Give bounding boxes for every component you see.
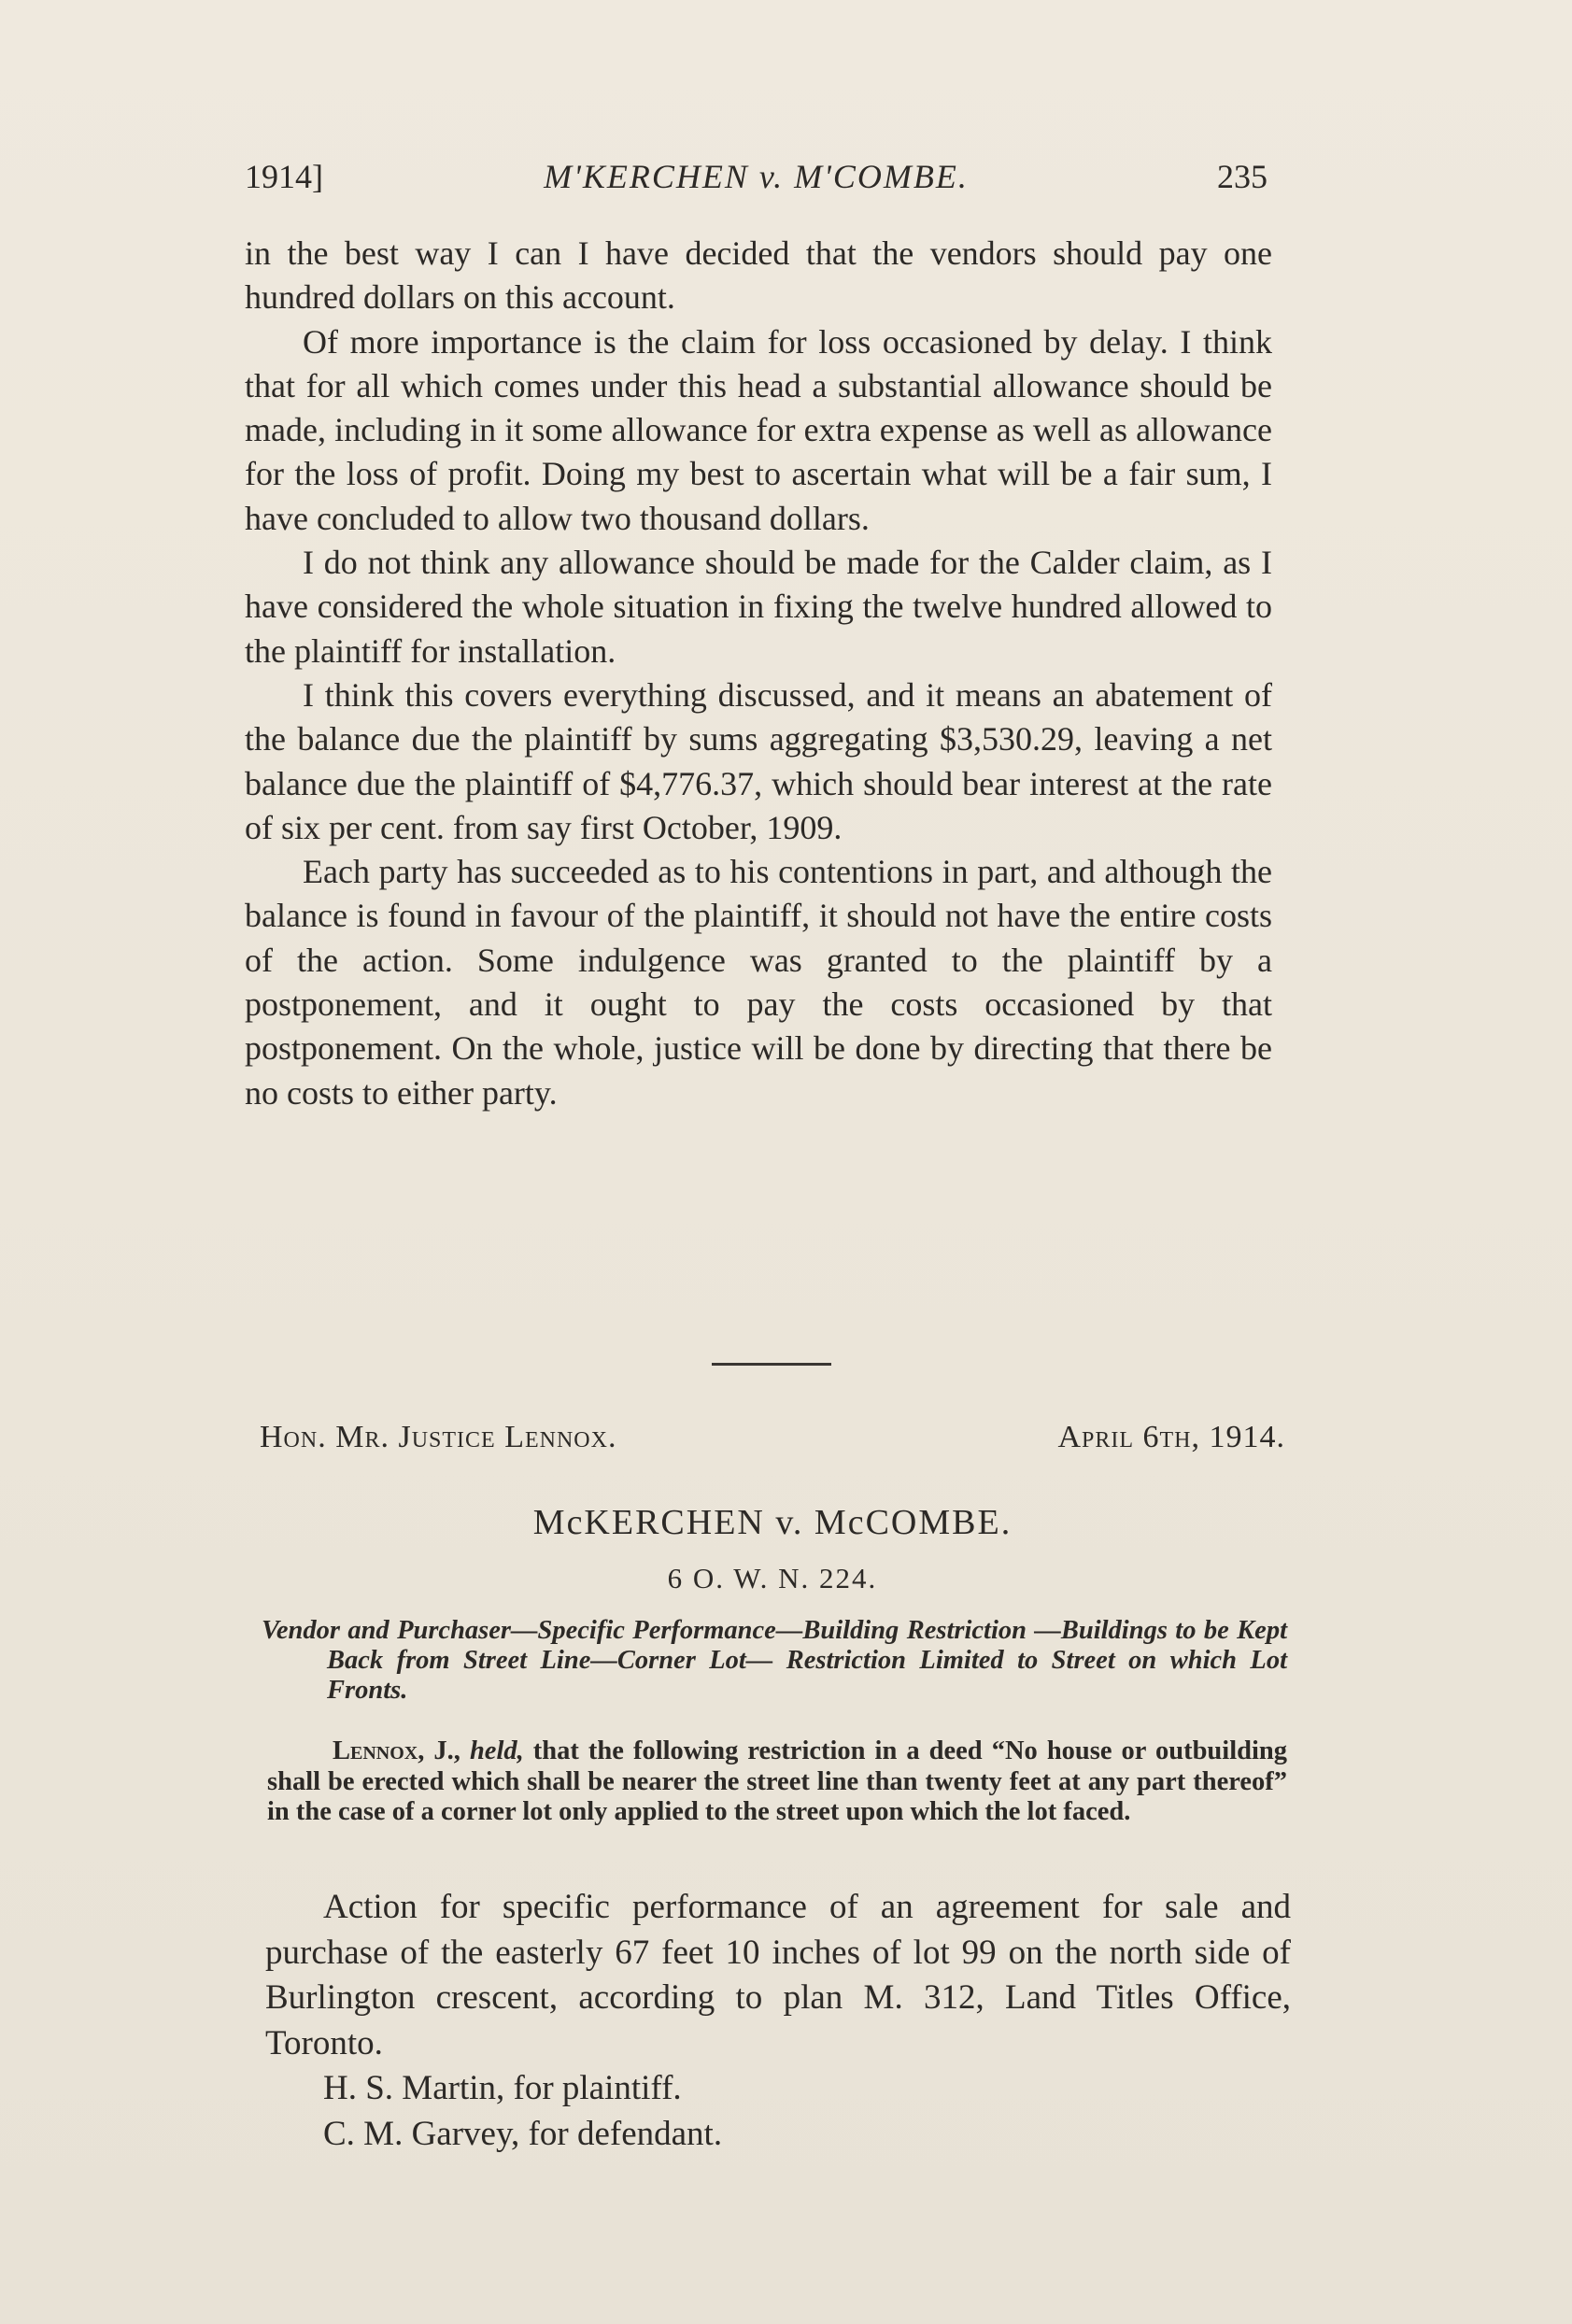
held-word: held, [469,1736,524,1765]
headnote: Vendor and Purchaser—Specific Performance—Building Restriction —Buildings to be Kept Back from Street Line—Corner Lot— Restriction Limited to Street on which Lot Fronts. [262,1616,1287,1705]
section-divider [712,1363,831,1366]
judgment-text [245,232,1272,1115]
header-case-title: M'KERCHEN v. M'COMBE. [544,158,969,195]
page-number: 235 [1217,158,1268,195]
held-text: that the following restriction in a deed “No house or outbuilding shall be erected which shall be nearer the street line than twenty feet at any part thereof” in the case of a corner lot only applied to the street upon which the lot faced. [267,1736,1287,1826]
judge-name: Hon. Mr. Justice Lennox. [260,1420,617,1454]
paragraph: Of more importance is the claim for loss occasioned by delay. I think that for all which comes under this head a substantial allowance should be made, including in it some allowance for extra expense as well as allowance for the loss of profit. Doing my best to ascertain what will be a fair sum, I have concluded to allow two thousand dollars. [245,322,1272,537]
decision-date: April 6th, 1914. [1057,1420,1285,1454]
case-citation: 6 O. W. N. 224. [667,1562,878,1594]
held-summary [267,1736,1287,1828]
paragraph: Each party has succeeded as to his contentions in part, and although the balance is found in favour of the plaintiff, it should not have the entire costs of the action. Some indulgence was granted to the plaintiff by a postponement, and it ought to pay the costs occasioned by that postponement. On the whole, justice will be done by directing that there be no costs to either party. [245,853,1272,1112]
action-paragraph: Action for specific performance of an agreement for sale and purchase of the easterly 67 feet 10 inches of lot 99 on the north side of Burlington crescent, according to plan M. 312, Land Titles Office, Toronto. [265,1888,1291,2062]
paragraph: I do not think any allowance should be made for the Calder claim, as I have considered the whole situation in fixing the twelve hundred allowed to the plaintiff for installation. [245,544,1272,670]
case-title: McKERCHEN v. McCOMBE. [532,1503,1013,1542]
held-judge: Lennox, J., [333,1736,460,1765]
counsel-plaintiff: H. S. Martin, for plaintiff. [323,2069,682,2107]
counsel-defendant: C. M. Garvey, for defendant. [323,2114,723,2153]
action-statement [265,1885,1291,2157]
header-year: 1914] [245,158,323,195]
paragraph: in the best way I can I have decided that the vendors should pay one hundred dollars on this account. [245,234,1272,317]
running-head [245,157,1268,204]
paragraph: I think this covers everything discussed, and it means an abatement of the balance due the plaintiff by sums aggregating $3,530.29, leaving a net balance due the plaintiff of $4,776.37, which should bear interest at the rate of six per cent. from say first October, 1909. [245,675,1272,846]
judge-date-line [260,1420,1285,1463]
